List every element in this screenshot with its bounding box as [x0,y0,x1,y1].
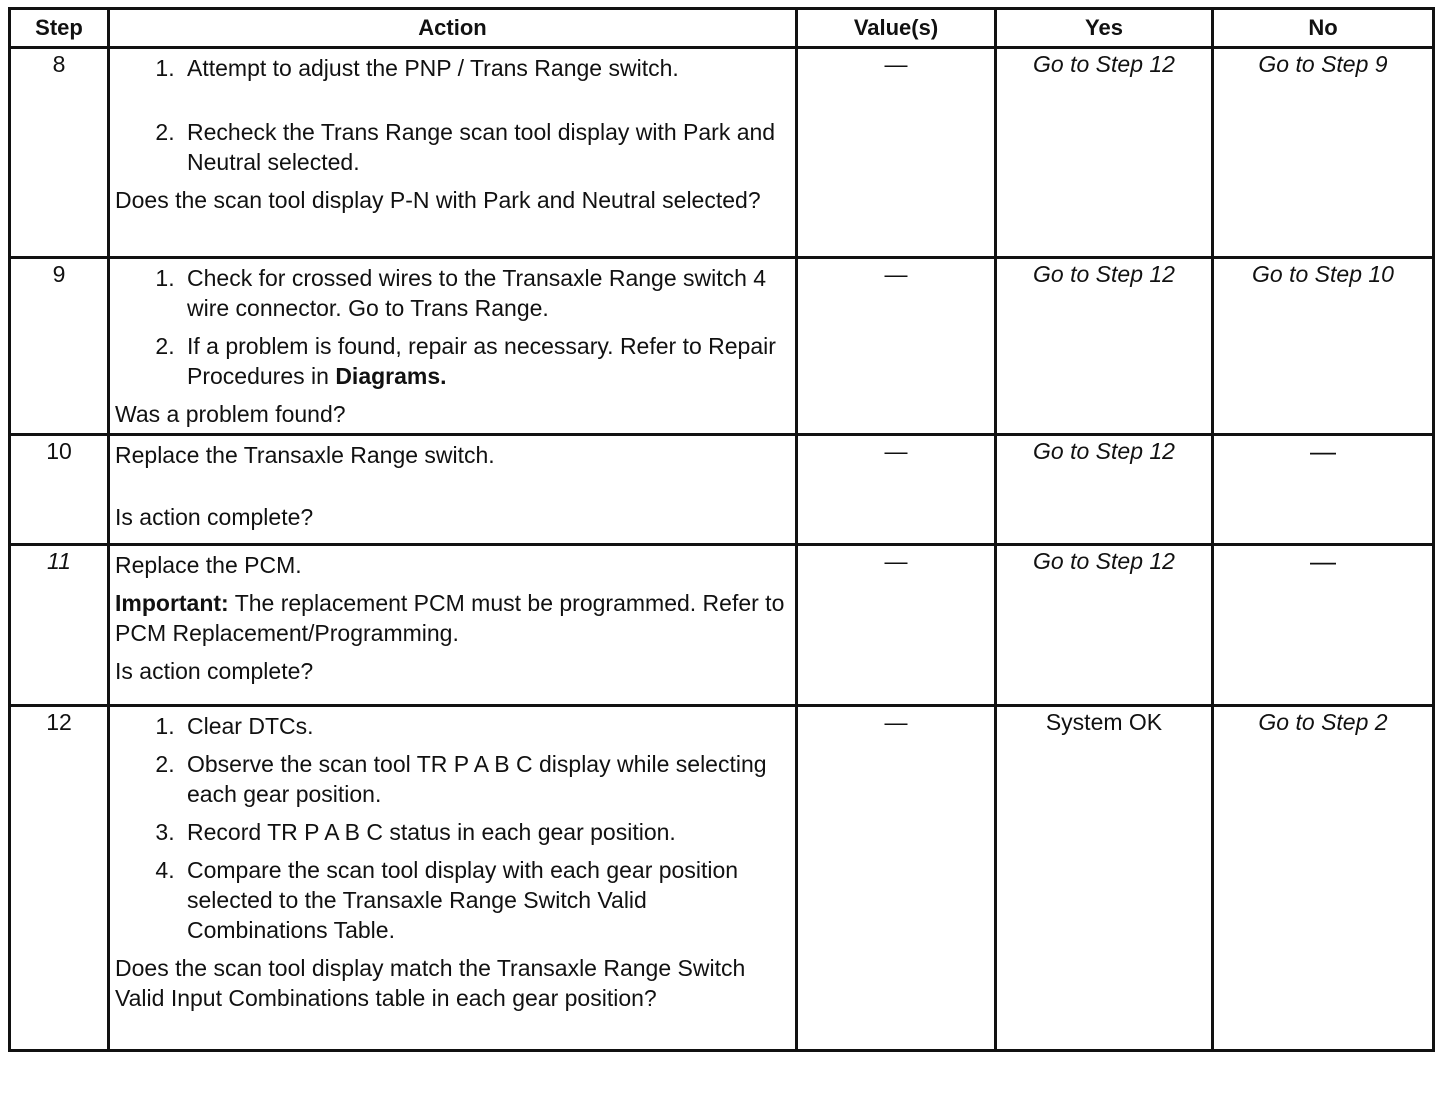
no-cell: — [1213,545,1434,706]
yes-cell: Go to Step 12 [996,545,1213,706]
step-number: 12 [10,706,109,1051]
action-question: Is action complete? [115,504,314,530]
important-text: The replacement PCM must be programmed. Refer to PCM Replacement/Programming. [115,590,785,646]
step-number: 11 [10,545,109,706]
col-header-step: Step [10,9,109,48]
no-cell: — [1213,435,1434,545]
table-row-step-11 [10,545,1434,706]
col-header-values: Value(s) [797,9,996,48]
yes-cell: Go to Step 12 [996,435,1213,545]
yes-cell: Go to Step 12 [996,258,1213,435]
no-cell: Go to Step 9 [1213,48,1434,258]
action-cell [109,706,797,1051]
value-cell: — [797,706,996,1051]
action-cell [109,435,797,545]
step-number: 9 [10,258,109,435]
action-cell [109,258,797,435]
action-item: 1. Check for crossed wires to the Transaxle Range switch 4 wire connector. Go to Trans Range. [181,263,791,323]
action-item: 1. Attempt to adjust the PNP / Trans Range switch. [181,53,791,83]
col-header-action: Action [109,9,797,48]
action-text: Replace the Transaxle Range switch. [115,442,495,468]
no-cell: Go to Step 2 [1213,706,1434,1051]
yes-cell: Go to Step 12 [996,48,1213,258]
col-header-yes: Yes [996,9,1213,48]
action-list [115,53,791,177]
action-item-text: If a problem is found, repair as necessary. Refer to Repair Procedures in [187,333,776,389]
diagrams-reference: Diagrams. [335,363,447,389]
table-row-step-8 [10,48,1434,258]
col-header-no: No [1213,9,1434,48]
value-cell: — [797,435,996,545]
action-cell [109,545,797,706]
action-question: Is action complete? [115,658,314,684]
important-note [115,588,791,648]
table-row-step-12 [10,706,1434,1051]
action-question: Does the scan tool display match the Transaxle Range Switch Valid Input Combinations table in each gear position? [115,955,746,1011]
action-list [115,711,791,945]
yes-cell: System OK [996,706,1213,1051]
action-item: 3. Record TR P A B C status in each gear position. [181,817,791,847]
important-label: Important: [115,590,229,616]
value-cell: — [797,48,996,258]
action-cell [109,48,797,258]
table-row-step-9 [10,258,1434,435]
action-list [115,263,791,391]
table-row-step-10 [10,435,1434,545]
value-cell: — [797,258,996,435]
header-row [10,9,1434,48]
step-number: 10 [10,435,109,545]
action-text: Replace the PCM. [115,552,302,578]
value-cell: — [797,545,996,706]
action-item [181,331,791,391]
action-item: 4. Compare the scan tool display with each gear position selected to the Transaxle Range Switch Valid Combinations Table. [181,855,791,945]
diagnostic-table [8,7,1435,1052]
action-item: 2. Recheck the Trans Range scan tool display with Park and Neutral selected. [181,117,791,177]
action-item: 1. Clear DTCs. [181,711,791,741]
action-question: Does the scan tool display P-N with Park and Neutral selected? [115,187,761,213]
action-question: Was a problem found? [115,401,346,427]
step-number: 8 [10,48,109,258]
no-cell: Go to Step 10 [1213,258,1434,435]
action-item: 2. Observe the scan tool TR P A B C display while selecting each gear position. [181,749,791,809]
